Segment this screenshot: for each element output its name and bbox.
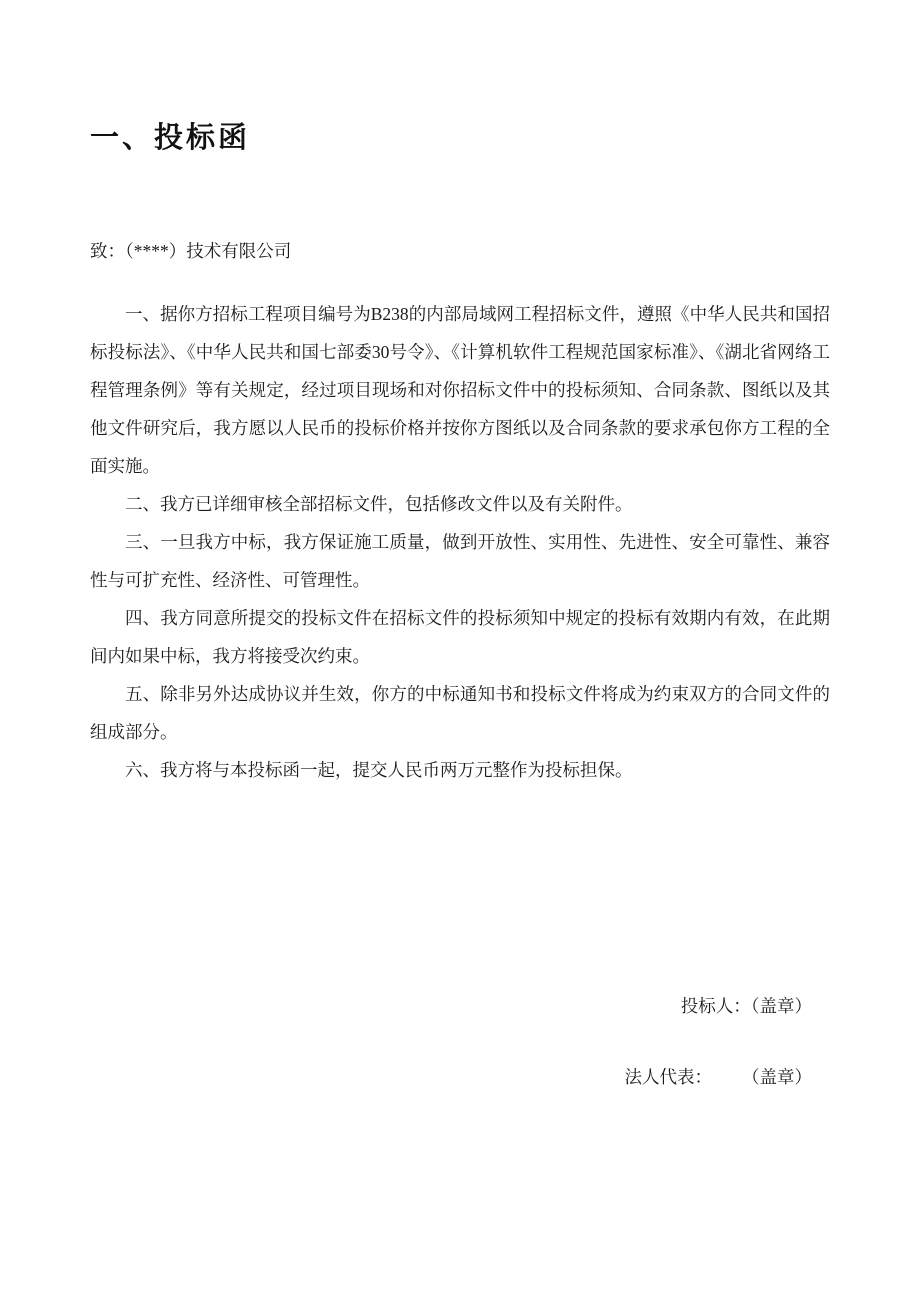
signature-block [90,987,830,1096]
legal-representative-label: 法人代表： [624,1067,712,1087]
bidder-stamp-placeholder: （盖章） [750,996,812,1016]
bidder-label: 投标人： [680,996,751,1016]
paragraph-4: 四、我方同意所提交的投标文件在招标文件的投标须知中规定的投标有效期内有效，在此期间内如果中标，我方将接受次约束。 [90,608,830,666]
legal-representative-signature-line [90,1058,812,1096]
paragraph-2: 二、我方已详细审核全部招标文件，包括修改文件以及有关附件。 [125,494,633,514]
paragraph-6: 六、我方将与本投标函一起，提交人民币两万元整作为投标担保。 [125,760,633,780]
paragraph-3: 三、一旦我方中标，我方保证施工质量，做到开放性、实用性、先进性、安全可靠性、兼容性与可扩充性、经济性、可管理性。 [90,532,830,590]
paragraph-5: 五、除非另外达成协议并生效，你方的中标通知书和投标文件将成为约束双方的合同文件的组成部分。 [90,684,830,742]
paragraph-1: 一、据你方招标工程项目编号为B238的内部局域网工程招标文件，遵照《中华人民共和国招标投标法》、《中华人民共和国七部委30号令》、《计算机软件工程规范国家标准》、《湖北省网络工程管理条例》等有关规定，经过项目现场和对你招标文件中的投标须知、合同条款、图纸以及其他文件研究后，我方愿以人民币的投标价格并按你方图纸以及合同条款的要求承包你方工程的全面实施。 [90,304,830,476]
document-body [90,295,830,789]
document-title: 一、投标函 [90,122,251,154]
salutation-line: 致：（****）技术有限公司 [90,241,292,261]
legal-representative-stamp-placeholder: （盖章） [742,1067,812,1087]
bidder-signature-line [90,987,812,1025]
